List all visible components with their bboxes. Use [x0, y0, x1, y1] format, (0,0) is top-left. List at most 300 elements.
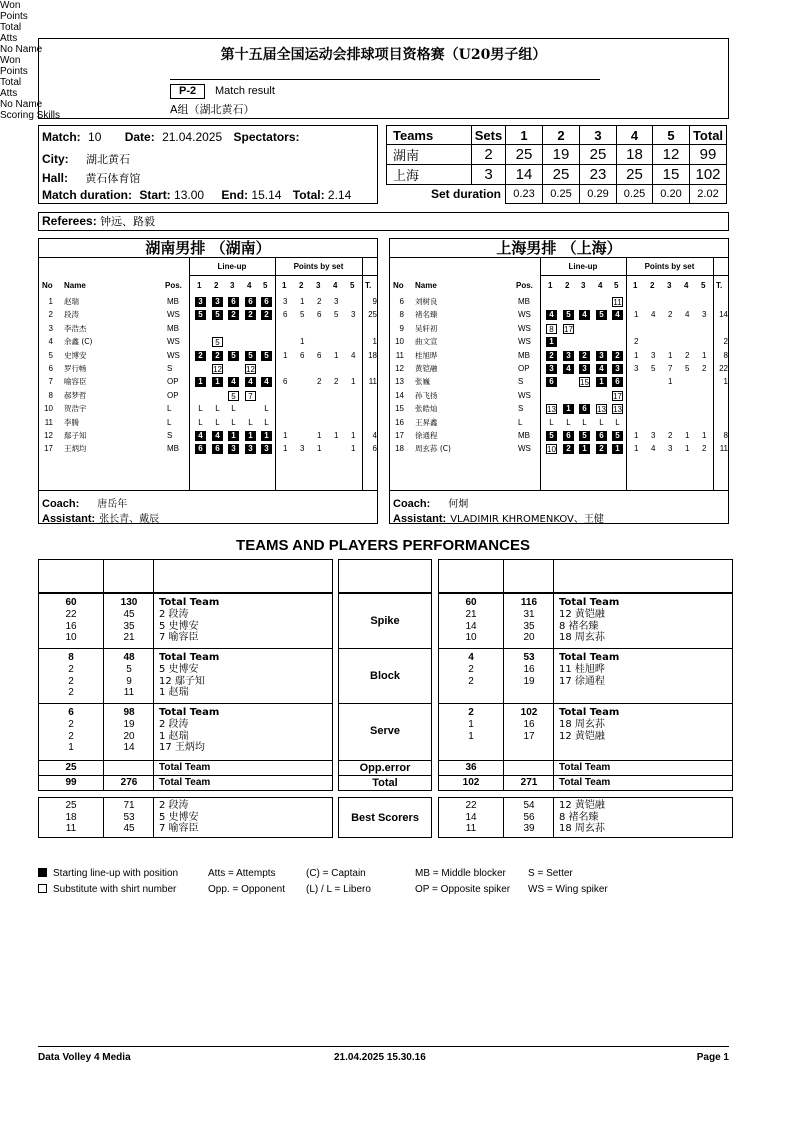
player-position: WS	[518, 310, 531, 320]
match-number: 10	[88, 130, 102, 144]
player-position: WS	[167, 337, 180, 347]
lineup-cell: 6	[245, 297, 256, 307]
lineup-cell: 6	[228, 297, 239, 307]
player-total: 1	[372, 337, 377, 347]
player-name: 吴轩初	[415, 323, 438, 333]
no-name-header: No Name	[0, 44, 43, 55]
set-points: 1	[702, 350, 707, 360]
lineup-cell: 3	[612, 364, 623, 374]
player-name: 曲文宣	[415, 337, 438, 347]
player-total: 2	[723, 337, 728, 347]
won-points: 2	[468, 663, 474, 675]
player-position: L	[167, 404, 172, 414]
set-points: 3	[651, 350, 656, 360]
performances-title: TEAMS AND PLAYERS PERFORMANCES	[236, 537, 530, 554]
lineup-cell: 15	[580, 378, 589, 388]
set-duration: 0.20	[653, 185, 690, 204]
total-atts: 53	[523, 652, 535, 663]
match-label: Match:	[42, 130, 81, 144]
legend-text: Substitute with shirt number	[53, 884, 177, 895]
lineup-cell: 3	[261, 444, 272, 454]
match-date: 21.04.2025	[162, 130, 223, 144]
player-number: 17	[44, 444, 53, 454]
set-points: 1	[668, 350, 673, 360]
won-points: 6	[68, 707, 74, 718]
player-total: 4	[372, 431, 377, 440]
player-number: 8	[48, 390, 53, 400]
player-name: 喻容臣	[64, 377, 87, 387]
total-duration: 2.14	[327, 188, 352, 202]
player-position: S	[167, 364, 173, 373]
date-label: Date:	[124, 130, 155, 144]
total-atts: 271	[520, 777, 538, 788]
player-total: 25	[368, 310, 377, 320]
won-points: 22	[65, 608, 77, 620]
set-points: 6	[283, 377, 288, 387]
player-number: 5	[48, 350, 53, 360]
lineup-set-header: 2	[214, 281, 219, 290]
lineup-cell: 5	[212, 337, 223, 347]
player-number: 13	[395, 377, 404, 387]
lineup-cell: 1	[261, 431, 272, 441]
lineup-cell: L	[582, 417, 587, 427]
set-points: 4	[651, 444, 656, 454]
assistant-label: Assistant:	[42, 513, 96, 525]
player-name: 12 黄铠融	[559, 800, 605, 811]
lineup-cell: 7	[245, 391, 256, 401]
player-name: 2 段涛	[159, 608, 189, 620]
lineup-cell: 6	[612, 377, 623, 387]
points-set-header: 1	[633, 281, 638, 290]
set-points: 3	[351, 310, 356, 320]
lineup-set-header: 4	[247, 281, 252, 290]
player-total: 22	[719, 364, 728, 373]
row-divider	[338, 703, 432, 704]
teams-header: Teams	[387, 126, 472, 145]
player-number: 1	[48, 297, 53, 306]
lineup-cell: 1	[579, 444, 590, 454]
set-header: 1	[506, 126, 543, 145]
scoring-skills-header: Scoring Skills	[0, 110, 61, 121]
lineup-cell: 1	[563, 404, 574, 414]
legend-item: OP = Opposite spiker	[415, 884, 511, 895]
lineup-cell: 4	[579, 310, 590, 320]
no-name-header: No Name	[0, 99, 43, 110]
won-points: 2	[468, 675, 474, 687]
lineup-cell: 12	[213, 365, 222, 374]
points-set-header: 4	[333, 281, 338, 290]
set-points: 1	[634, 310, 639, 320]
lineup-cell: 3	[579, 364, 590, 374]
won-points: 102	[462, 777, 480, 788]
set-score: 25	[543, 165, 580, 185]
player-position: WS	[167, 350, 180, 360]
player-number: 17	[395, 431, 404, 440]
lineup-cell: 6	[261, 297, 272, 307]
row-divider	[438, 703, 733, 704]
won-points: 2	[68, 687, 74, 699]
set-points: 1	[351, 444, 356, 454]
player-name: 7 喻容臣	[159, 632, 199, 644]
opp-error-label: Opp.error	[359, 762, 411, 774]
lineup-cell: 1	[228, 431, 239, 441]
set-points: 1	[702, 431, 707, 440]
lineup-cell: 17	[613, 391, 622, 401]
no-header: No	[393, 281, 404, 290]
player-total: 11	[719, 444, 728, 454]
set-points: 2	[634, 337, 639, 347]
lineup-cell: 4	[245, 377, 256, 387]
set-points: 4	[651, 310, 656, 320]
total-header: T.	[716, 281, 723, 290]
player-number: 18	[395, 444, 404, 454]
set-points: 6	[283, 310, 288, 320]
row-divider	[38, 760, 333, 761]
lineup-set-header: 1	[197, 281, 202, 290]
row-divider	[338, 775, 432, 776]
total-atts: 98	[123, 707, 135, 718]
set-score: 25	[506, 145, 543, 165]
total-atts: 39	[523, 823, 535, 834]
lineup-set-header: 4	[598, 281, 603, 290]
set-score: 23	[580, 165, 617, 185]
points-header: Points by set	[644, 262, 695, 271]
group-label: A组（湖北黄石）	[170, 103, 255, 116]
won-points: 14	[465, 811, 477, 823]
set-points: 3	[334, 297, 339, 306]
row-label: Total Team	[159, 762, 211, 773]
lineup-cell: 5	[261, 351, 272, 361]
player-number: 6	[48, 364, 53, 373]
player-name: 12 黄铠融	[559, 608, 605, 620]
lineup-cell: 6	[563, 431, 574, 441]
row-divider	[338, 648, 432, 649]
won-points: 60	[465, 597, 477, 608]
skill-label: Block	[370, 670, 400, 682]
points-set-header: 2	[299, 281, 304, 290]
player-name: 5 史博安	[159, 620, 199, 632]
player-name: 罗行畅	[64, 364, 87, 373]
total-atts: 48	[123, 652, 135, 663]
total-atts: 53	[123, 811, 135, 823]
sets-won: 3	[472, 165, 506, 185]
player-name: 12 鄢子知	[159, 675, 205, 687]
set-points: 1	[351, 431, 356, 440]
row-divider	[38, 703, 333, 704]
total-atts: 11	[123, 687, 135, 699]
lineup-cell: 4	[596, 364, 607, 374]
won-points: 2	[68, 663, 74, 675]
team-name: 上海	[387, 165, 472, 185]
lineup-header: Line-up	[217, 262, 247, 271]
player-name: 17 王炳均	[159, 742, 205, 754]
total-header: T.	[365, 281, 372, 290]
legend-item	[38, 868, 178, 879]
total-label: Total	[372, 777, 398, 789]
player-position: S	[518, 404, 524, 414]
assistant-names: VLADIMIR KHROMENKOV、王健	[450, 514, 604, 525]
player-number: 8	[399, 310, 404, 320]
lineup-cell: 4	[195, 431, 206, 441]
lineup-cell: 1	[596, 377, 607, 387]
lineup-cell: 11	[613, 298, 622, 307]
player-position: WS	[518, 390, 531, 400]
total-atts: 19	[523, 675, 535, 687]
coach-label: Coach:	[42, 498, 80, 510]
legend-item: (L) / L = Libero	[306, 884, 371, 895]
points-set-header: 3	[667, 281, 672, 290]
player-name: 桂旭晔	[415, 350, 438, 360]
player-name: 11 桂旭晔	[559, 663, 605, 675]
filled-square-icon	[38, 868, 47, 877]
won-points: 2	[68, 675, 74, 687]
legend-item	[38, 884, 176, 895]
won-points: 10	[65, 632, 77, 644]
player-position: OP	[167, 377, 179, 387]
lineup-set-header: 2	[565, 281, 570, 290]
lineup-cell: 13	[597, 405, 606, 415]
player-name: Total Team	[159, 597, 220, 608]
right-header-box	[438, 559, 733, 593]
left-header-box	[38, 559, 333, 593]
total-atts: 9	[126, 675, 132, 687]
assistant-label: Assistant:	[393, 513, 447, 525]
player-name: 郝梦哲	[64, 390, 87, 400]
city-value: 湖北黄石	[86, 153, 131, 166]
player-total: 11	[368, 377, 377, 387]
player-name: 18 周玄荪	[559, 632, 605, 644]
player-number: 14	[395, 390, 404, 400]
player-total: 14	[719, 310, 728, 320]
skill-label: Serve	[370, 725, 400, 737]
total-atts: 35	[523, 620, 535, 632]
player-name: 张皓灿	[415, 404, 438, 414]
lineup-cell: 2	[546, 351, 557, 361]
set-points: 1	[685, 431, 690, 440]
coach-name: 何炯	[448, 499, 469, 510]
lineup-cell: L	[264, 417, 269, 427]
player-number: 3	[48, 323, 53, 333]
lineup-cell: 4	[228, 377, 239, 387]
player-position: WS	[518, 323, 531, 333]
set-points: 6	[300, 350, 305, 360]
set-points: 3	[702, 310, 707, 320]
lineup-cell: 5	[212, 310, 223, 320]
lineup-cell: 2	[563, 444, 574, 454]
total-set-duration: 2.02	[690, 185, 727, 204]
set-duration: 0.29	[580, 185, 617, 204]
player-name: 张巍	[415, 377, 430, 387]
player-name: 5 史博安	[159, 663, 199, 675]
lineup-set-header: 3	[581, 281, 586, 290]
total-atts: 276	[120, 777, 138, 788]
player-position: WS	[518, 337, 531, 347]
lineup-cell: 2	[212, 351, 223, 361]
total-atts-header: Total Atts	[0, 77, 22, 99]
lineup-header: Line-up	[568, 262, 598, 271]
player-position: MB	[518, 431, 530, 440]
set-score: 18	[617, 145, 653, 165]
lineup-cell: L	[231, 404, 236, 414]
total-atts: 45	[123, 823, 135, 834]
lineup-cell: 1	[546, 337, 557, 347]
set-points: 2	[702, 364, 707, 373]
won-points: 16	[65, 620, 77, 632]
won-points: 11	[65, 823, 77, 834]
lineup-cell: L	[198, 404, 203, 414]
lineup-set-header: 5	[614, 281, 619, 290]
set-points: 5	[334, 310, 339, 320]
total-atts: 16	[523, 718, 535, 730]
row-divider	[338, 760, 432, 761]
set-points: 3	[668, 444, 673, 454]
points-set-header: 3	[316, 281, 321, 290]
page-footer	[38, 1046, 729, 1063]
player-name: Total Team	[559, 597, 620, 608]
won-points: 25	[65, 762, 77, 773]
lineup-cell: 13	[547, 405, 556, 415]
player-name: Total Team	[159, 652, 220, 663]
player-total: 18	[368, 350, 377, 360]
no-header: No	[42, 281, 53, 290]
won-points-header: Won Points	[0, 0, 28, 22]
won-points: 36	[465, 762, 477, 773]
empty-square-icon	[38, 884, 47, 893]
set-duration: 0.25	[617, 185, 653, 204]
set-points: 5	[685, 364, 690, 373]
city-label: City:	[42, 152, 69, 166]
lineup-cell: 2	[195, 351, 206, 361]
lineup-cell: L	[198, 417, 203, 427]
set-points: 6	[317, 310, 322, 320]
total-atts: 16	[523, 663, 535, 675]
footer-software: Data Volley 4 Media	[38, 1052, 131, 1063]
total-atts: 71	[123, 800, 135, 811]
hall-label: Hall:	[42, 171, 69, 185]
set-points: 1	[334, 431, 339, 440]
player-number: 12	[44, 431, 53, 440]
player-position: OP	[518, 364, 530, 373]
coach-name: 唐岳年	[97, 499, 128, 510]
player-total: 9	[372, 297, 377, 306]
set-duration: 0.25	[543, 185, 580, 204]
lineup-cell: 1	[612, 444, 623, 454]
player-number: 10	[395, 337, 404, 347]
player-name: 李腾	[64, 417, 79, 427]
player-number: 11	[44, 417, 53, 427]
referee-names: 钟远、路毅	[100, 215, 156, 228]
player-position: S	[518, 377, 524, 387]
referees-label: Referees:	[42, 214, 97, 228]
points-set-header: 2	[650, 281, 655, 290]
set-points: 2	[668, 431, 673, 440]
pos-header: Pos.	[516, 281, 533, 290]
set-points: 1	[634, 431, 639, 440]
set-points: 2	[317, 377, 322, 387]
lineup-cell: 5	[596, 310, 607, 320]
set-points: 6	[317, 350, 322, 360]
won-points: 4	[468, 652, 474, 663]
lineup-cell: 13	[613, 405, 622, 415]
skill-label: Spike	[370, 615, 400, 627]
lineup-cell: L	[215, 404, 220, 414]
player-number: 6	[399, 297, 404, 306]
lineup-cell: 2	[245, 310, 256, 320]
row-divider	[438, 648, 733, 649]
legend-item: WS = Wing spiker	[528, 884, 608, 895]
total-atts: 102	[520, 707, 538, 718]
set-points: 2	[685, 350, 690, 360]
player-position: MB	[518, 297, 530, 306]
won-points: 8	[68, 652, 74, 663]
legend-item: S = Setter	[528, 868, 573, 879]
player-number: 12	[395, 364, 404, 373]
won-points: 18	[65, 811, 77, 823]
lineup-cell: 17	[564, 324, 573, 334]
lineup-cell: 1	[245, 431, 256, 441]
player-name: 孙飞扬	[415, 390, 438, 400]
set-score: 19	[543, 145, 580, 165]
player-total: 1	[723, 377, 728, 387]
player-name: 余鑫 (C)	[64, 337, 93, 347]
total-atts: 45	[123, 608, 135, 620]
pos-header: Pos.	[165, 281, 182, 290]
set-points: 3	[651, 431, 656, 440]
set-points: 2	[334, 377, 339, 387]
player-position: WS	[167, 310, 180, 320]
legend-item: Atts = Attempts	[208, 868, 276, 879]
lineup-cell: 4	[261, 377, 272, 387]
total-atts: 19	[123, 718, 135, 730]
total-atts: 116	[520, 597, 538, 608]
set-header: 5	[653, 126, 690, 145]
total-atts: 54	[523, 800, 535, 811]
footer-page: Page 1	[696, 1052, 729, 1063]
total-atts: 20	[123, 730, 135, 742]
player-name: 史博安	[64, 350, 87, 360]
won-points: 21	[465, 608, 477, 620]
row-label: Total Team	[159, 777, 211, 788]
lineup-cell: 12	[246, 365, 255, 374]
lineup-cell: 10	[547, 445, 556, 455]
won-points: 1	[468, 718, 474, 730]
player-name: 2 段涛	[159, 718, 189, 730]
row-divider	[438, 760, 733, 761]
team-title: 上海男排 （上海）	[390, 239, 728, 258]
hall-value: 黄石体育馆	[85, 172, 141, 185]
won-points-header: Won Points	[0, 55, 28, 77]
player-position: MB	[518, 350, 530, 360]
lineup-cell: 5	[579, 431, 590, 441]
player-position: OP	[167, 390, 179, 400]
won-points: 10	[465, 632, 477, 644]
player-position: MB	[167, 444, 179, 454]
player-name: 徐通程	[415, 431, 438, 440]
row-divider	[38, 775, 333, 776]
points-set-header: 1	[282, 281, 287, 290]
set-points: 1	[283, 350, 288, 360]
won-points: 22	[465, 800, 477, 811]
lineup-cell: 2	[261, 310, 272, 320]
set-points: 1	[300, 337, 305, 347]
start-time: 13.00	[174, 188, 205, 202]
player-name: 18 周玄荪	[559, 718, 605, 730]
lineup-cell: 6	[596, 431, 607, 441]
lineup-cell: 2	[228, 310, 239, 320]
won-points: 60	[65, 597, 77, 608]
set-score: 14	[506, 165, 543, 185]
player-position: S	[167, 431, 173, 440]
